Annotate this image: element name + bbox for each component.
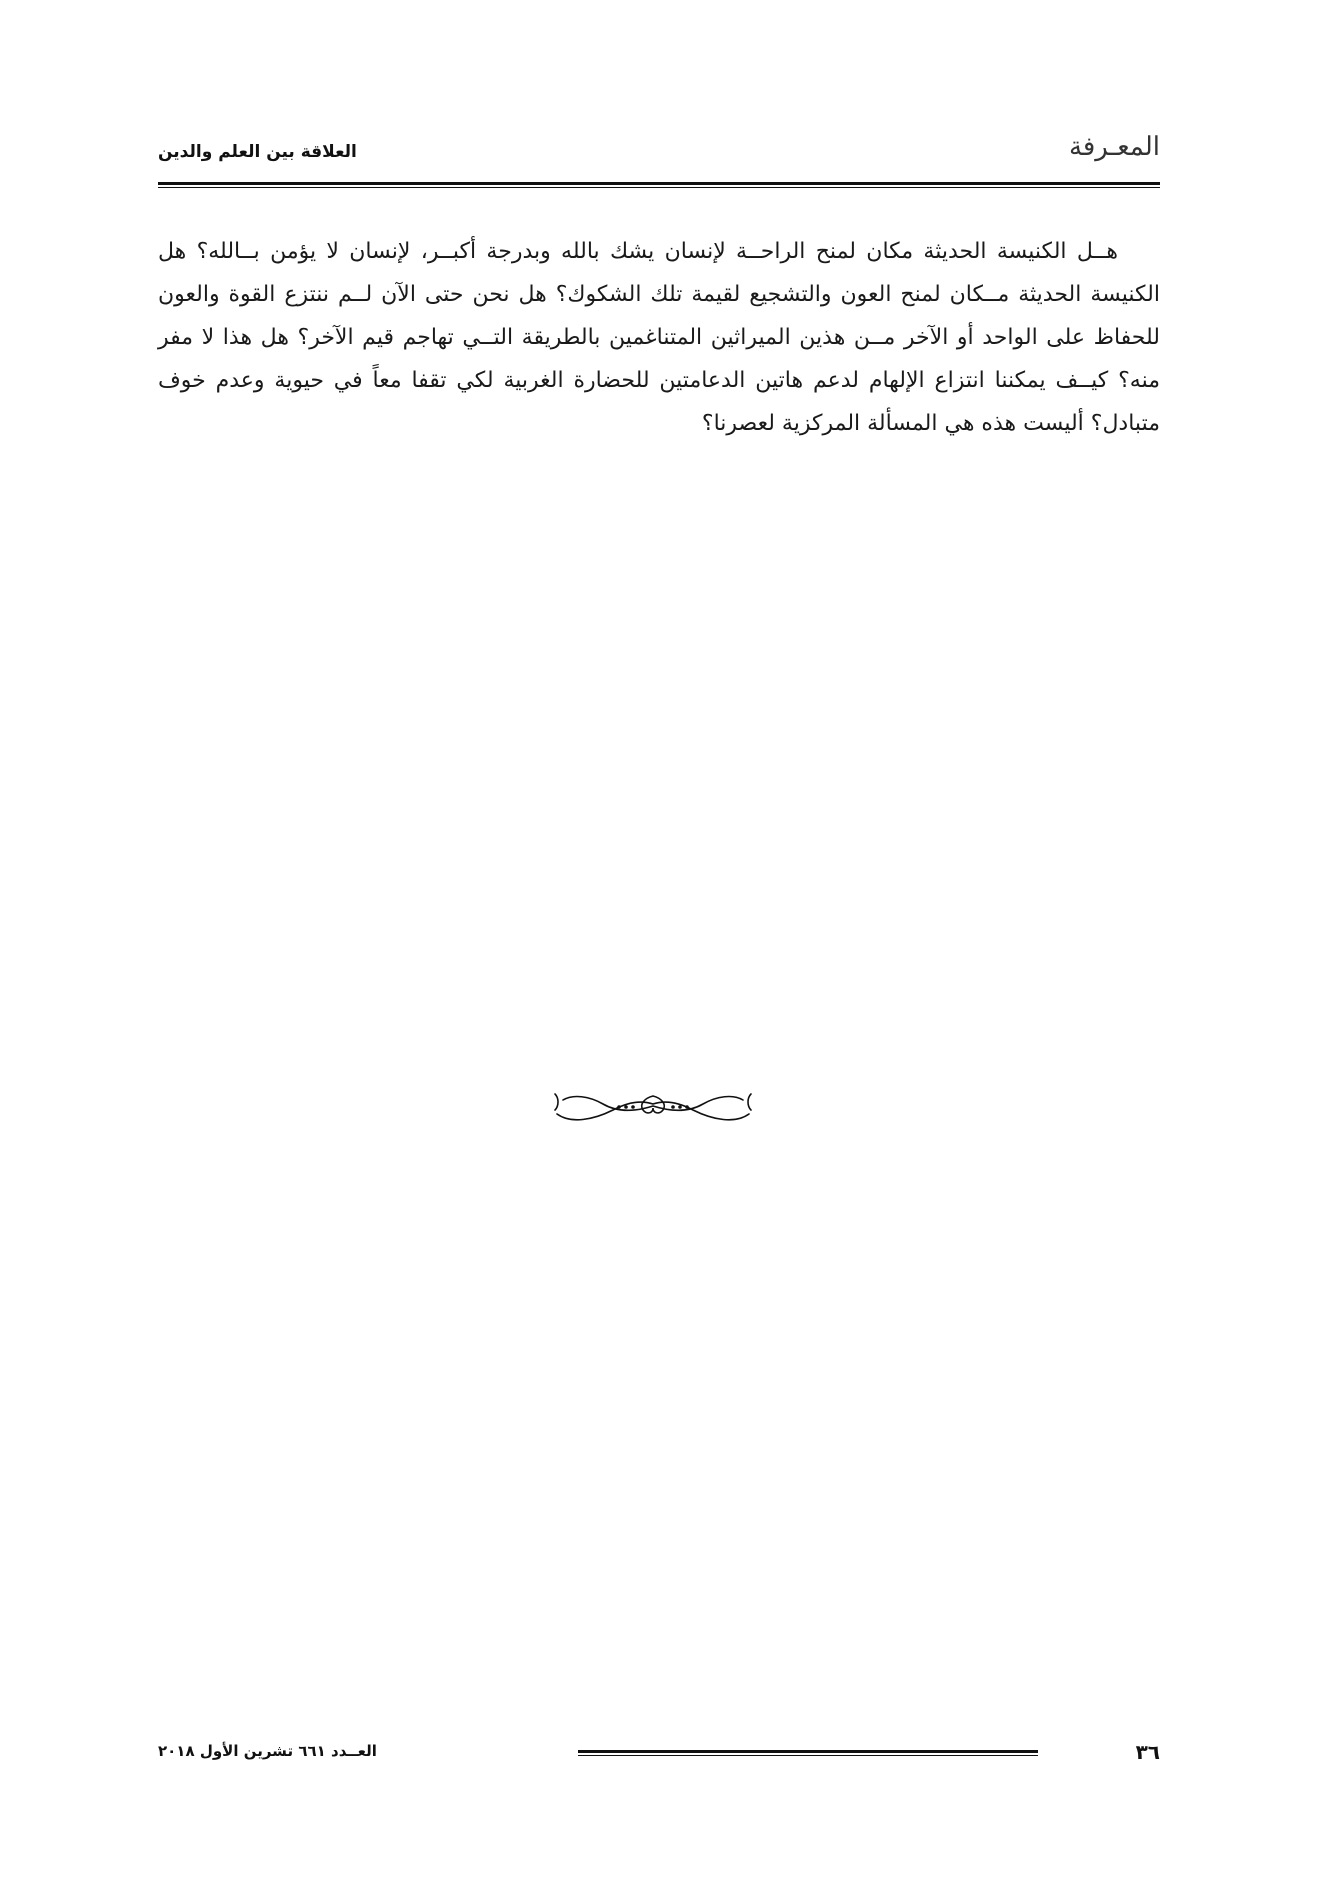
page-number: ٣٦ [1135, 1740, 1160, 1764]
flourish-ornament-icon [553, 1080, 753, 1130]
issue-info: العــدد ٦٦١ تشرين الأول ٢٠١٨ [158, 1742, 377, 1760]
body-paragraph: هــل الكنيسة الحديثة مكان لمنح الراحــة لإنسان يشك بالله وبدرجة أكبــر، لإنسان لا يؤمن بــالله؟ هل الكنيسة الحديثة مــكان لمنح العون والتشجيع لقيمة تلك الشكوك؟ هل نحن حتى الآن لــم ننتزع القوة والعون للحفاظ على الواحد أو الآخر مــن هذين الميراثين المتناغمين بالطريقة التــي تهاجم قيم الآخر؟ هل هذا لا مفر منه؟ كيــف يمكننا انتزاع الإلهام لدعم هاتين الدعامتين للحضارة الغربية لكي تقفا معاً في حيوية وعدم خوف متبادل؟ أليست هذه هي المسألة المركزية لعصرنا؟ [158, 239, 1160, 436]
header-divider [158, 182, 1160, 188]
page-header [158, 128, 1160, 184]
running-title: العلاقة بين العلم والدين [158, 142, 357, 162]
journal-logo: المعـرفة [1068, 132, 1160, 162]
article-body [158, 230, 1160, 445]
page-footer [158, 1738, 1160, 1778]
footer-divider [578, 1750, 1038, 1756]
